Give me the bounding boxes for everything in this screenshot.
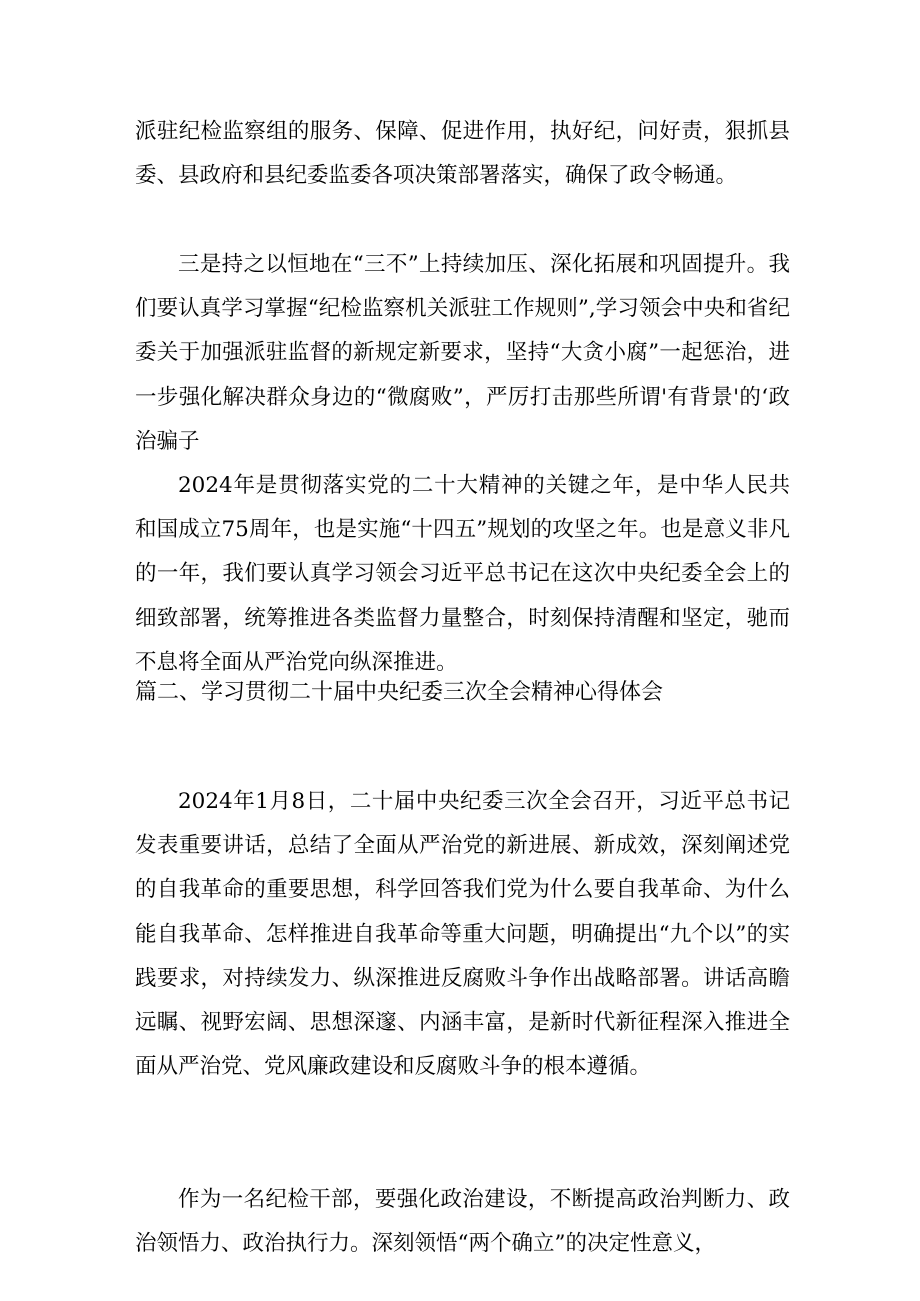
paragraph-discipline-cadre: 作为一名纪检干部，要强化政治建设，不断提高政治判断力、政治领悟力、政治执行力。深刻领悟“两个确立”的决定性意义， bbox=[135, 1187, 790, 1257]
paragraph-three-no: 三是持之以恒地在“三不”上持续加压、深化拓展和巩固提升。我们要认真学习掌握“纪检监察机关派驻工作规则”,学习领会中央和省纪委关于加强派驻监督的新规定新要求，坚持“大贪小腐”一起惩治，进一步强化解决群众身边的“微腐败”，严厉打击那些所谓'有背景'的‘政治骗子 bbox=[135, 252, 790, 454]
section-heading: 篇二、学习贯彻二十届中央纪委三次全会精神心得体会 bbox=[135, 680, 664, 705]
paragraph-continuation: 派驻纪检监察组的服务、保障、促进作用，执好纪，问好责，狠抓县委、县政府和县纪委监委各项决策部署落实，确保了政令畅通。 bbox=[135, 119, 790, 189]
paragraph-2024-key-year: 2024年是贯彻落实党的二十大精神的关键之年，是中华人民共和国成立75周年，也是实施“十四五”规划的攻坚之年。也是意义非凡的一年，我们要认真学习领会习近平总书记在这次中央纪委全会上的细致部署，统筹推进各类监督力量整合，时刻保持清醒和坚定，驰而不息将全面从严治党向纵深推进。 bbox=[135, 473, 790, 675]
paragraph-plenary-session: 2024年1月8日，二十届中央纪委三次全会召开，习近平总书记发表重要讲话，总结了全面从严治党的新进展、新成效，深刻阐述党的自我革命的重要思想，科学回答我们党为什么要自我革命、为什么能自我革命、怎样推进自我革命等重大问题，明确提出“九个以”的实践要求，对持续发力、纵深推进反腐败斗争作出战略部署。讲话高瞻远瞩、视野宏阔、思想深邃、内涵丰富，是新时代新征程深入推进全面从严治党、党风廉政建设和反腐败斗争的根本遵循。 bbox=[135, 789, 790, 1080]
